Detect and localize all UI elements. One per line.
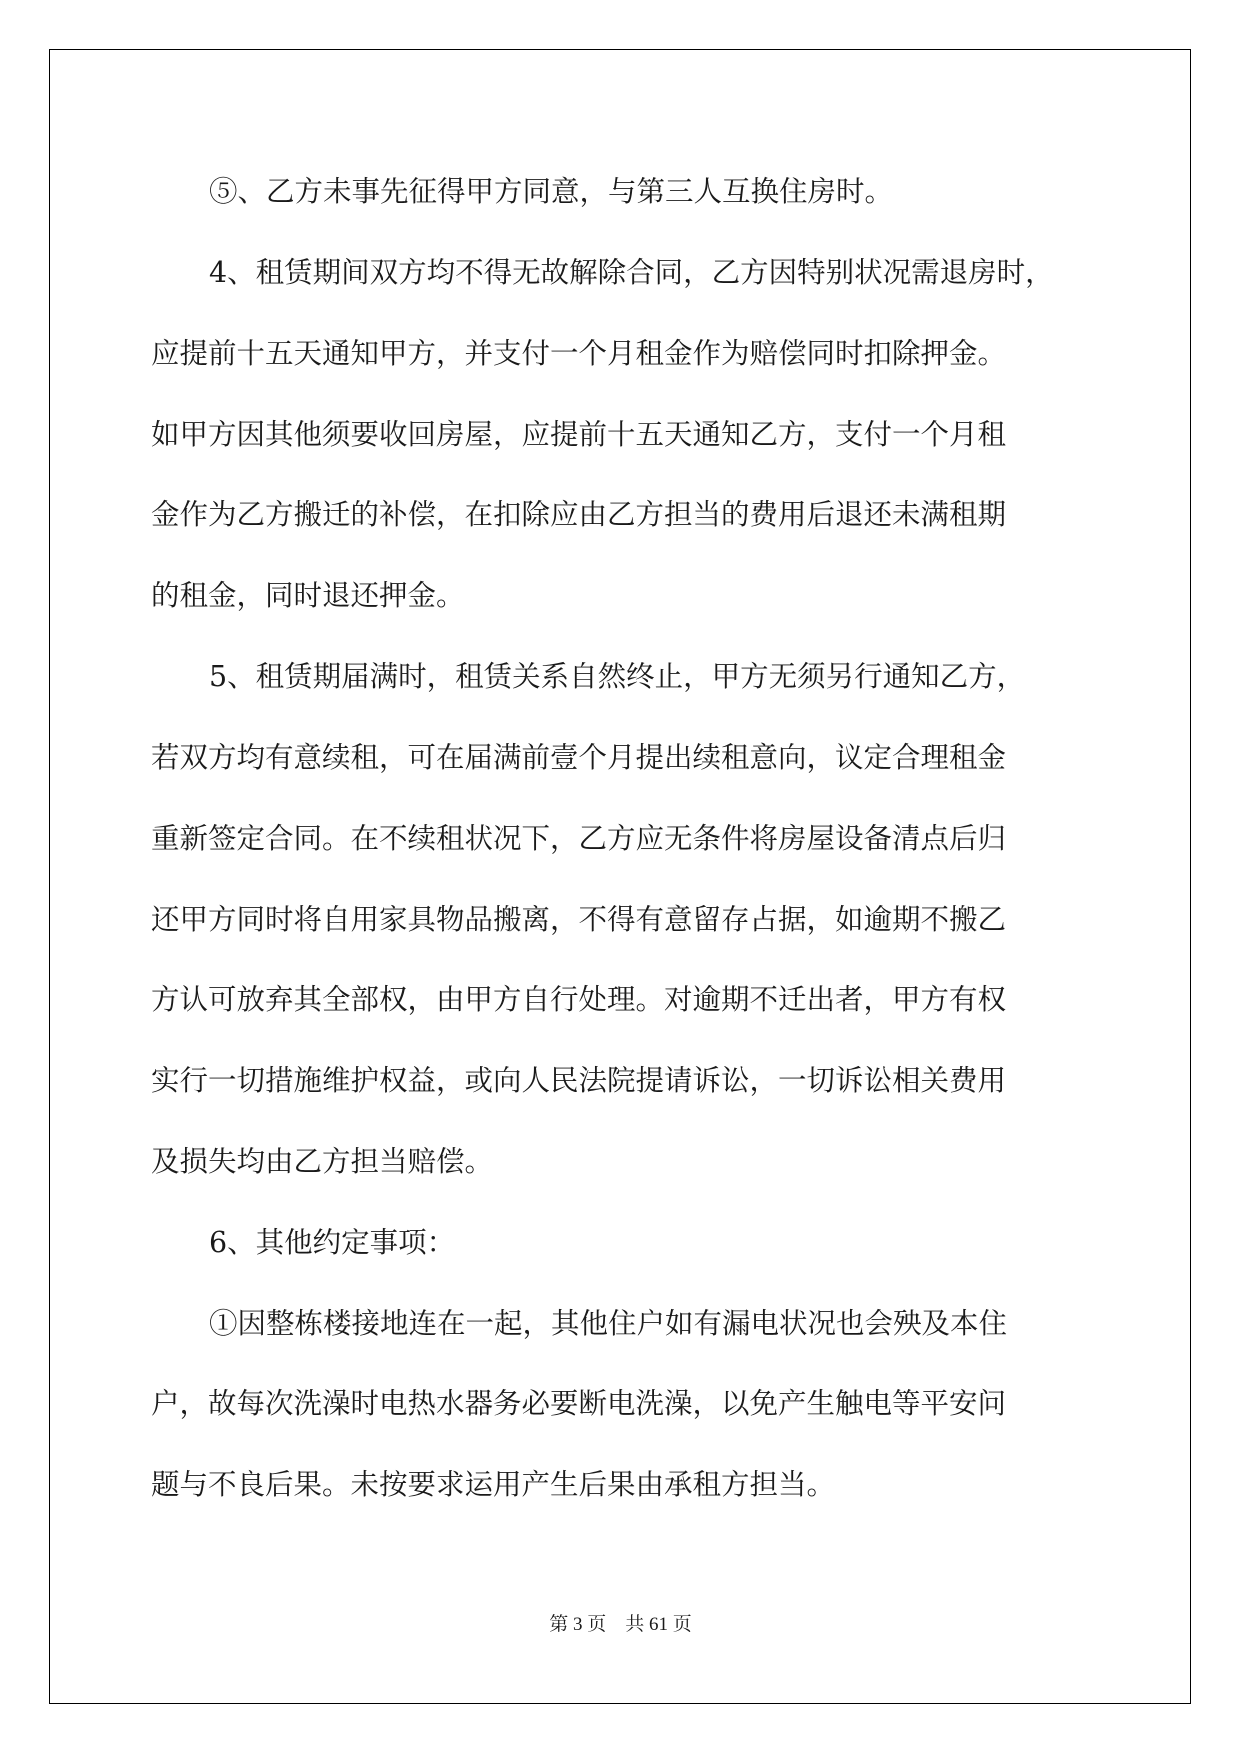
paragraph-line: 户，故每次洗澡时电热水器务必要断电洗澡，以免产生触电等平安问 xyxy=(151,1387,1007,1420)
paragraph-line: 6、其他约定事项： xyxy=(209,1226,456,1259)
paragraph-line: 重新签定合同。在不续租状况下，乙方应无条件将房屋设备清点后归 xyxy=(151,822,1007,855)
paragraph-line: 若双方均有意续租，可在届满前壹个月提出续租意向，议定合理租金 xyxy=(151,741,1007,774)
paragraph-line: 4、租赁期间双方均不得无故解除合同，乙方因特别状况需退房时， xyxy=(209,256,1054,289)
paragraph-line: 实行一切措施维护权益，或向人民法院提请诉讼，一切诉讼相关费用 xyxy=(151,1064,1007,1097)
paragraph-line: 的租金，同时退还押金。 xyxy=(151,579,465,612)
paragraph-line: 题与不良后果。未按要求运用产生后果由承租方担当。 xyxy=(151,1468,836,1501)
paragraph-line: 及损失均由乙方担当赔偿。 xyxy=(151,1145,494,1178)
paragraph-line: ①因整栋楼接地连在一起，其他住户如有漏电状况也会殃及本住 xyxy=(209,1307,1008,1340)
paragraph-line: 应提前十五天通知甲方，并支付一个月租金作为赔偿同时扣除押金。 xyxy=(151,337,1007,370)
page-number: 第 3 页 xyxy=(549,1614,607,1635)
total-pages: 共 61 页 xyxy=(625,1614,692,1635)
page-footer xyxy=(0,1613,1241,1637)
paragraph-line: ⑤、乙方未事先征得甲方同意，与第三人互换住房时。 xyxy=(209,175,894,208)
page-border xyxy=(49,49,1191,1704)
paragraph-line: 还甲方同时将自用家具物品搬离，不得有意留存占据，如逾期不搬乙 xyxy=(151,903,1007,936)
paragraph-line: 如甲方因其他须要收回房屋，应提前十五天通知乙方，支付一个月租 xyxy=(151,418,1007,451)
paragraph-line: 方认可放弃其全部权，由甲方自行处理。对逾期不迁出者，甲方有权 xyxy=(151,983,1007,1016)
paragraph-line: 金作为乙方搬迁的补偿，在扣除应由乙方担当的费用后退还未满租期 xyxy=(151,498,1007,531)
paragraph-line: 5、租赁期届满时，租赁关系自然终止，甲方无须另行通知乙方， xyxy=(209,660,1026,693)
